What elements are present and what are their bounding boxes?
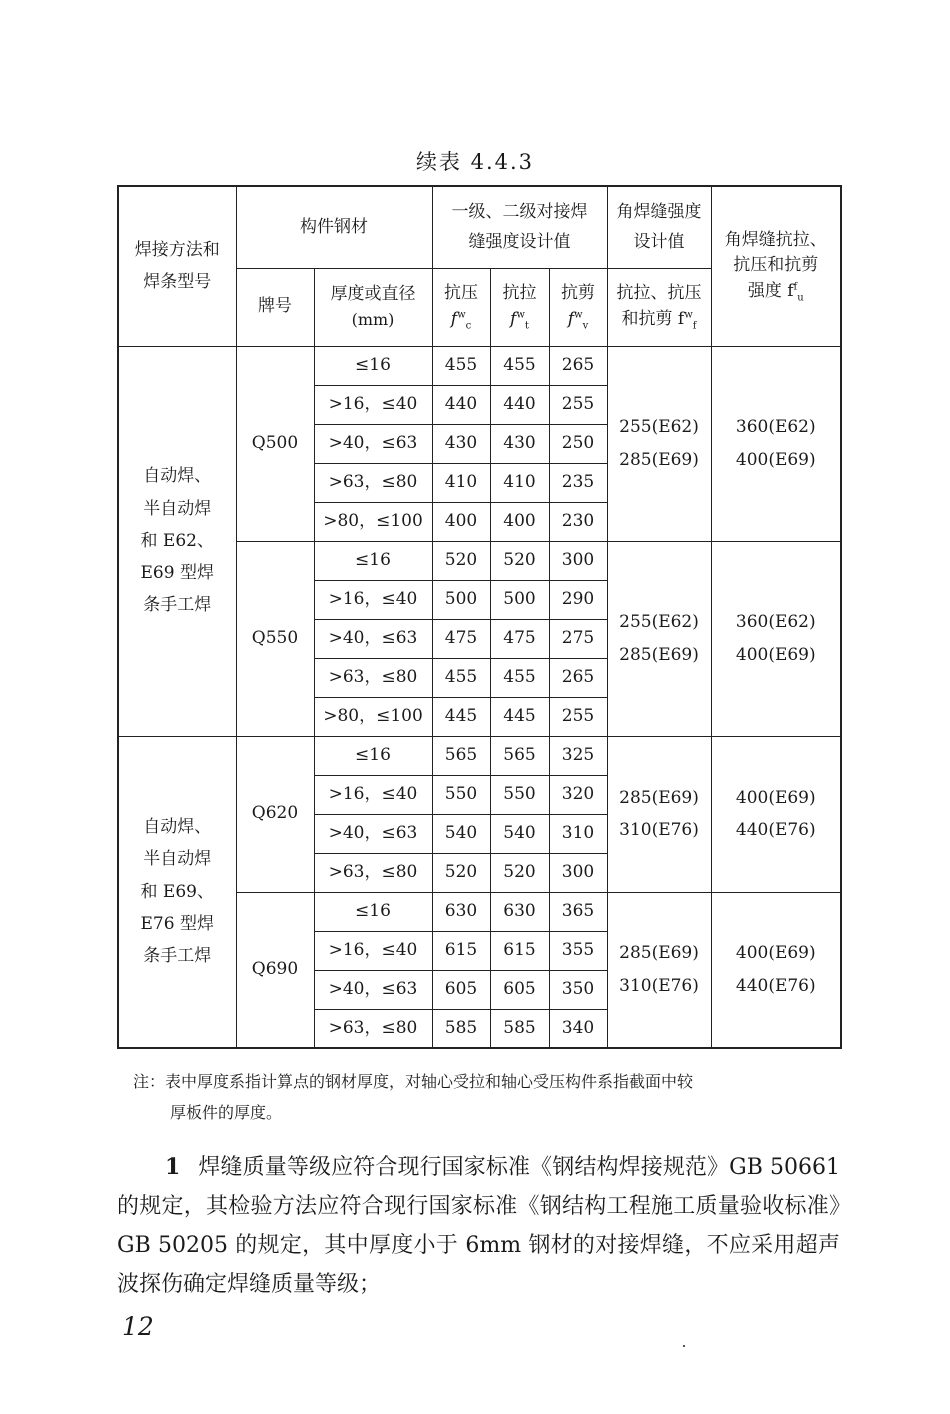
cell-shear: 350	[549, 970, 607, 1009]
header-tension: 抗拉 $f^w_t$	[490, 268, 549, 346]
cell-tension: 400	[490, 502, 549, 541]
cell-thickness: >40，≤63	[314, 619, 432, 658]
cell-tension: 475	[490, 619, 549, 658]
cell-shear: 300	[549, 541, 607, 580]
cell-compress: 440	[432, 385, 490, 424]
cell-fillet-ultimate: 400(E69) 440(E76)	[711, 736, 841, 892]
header-fillet-sub: 抗拉、抗压 和抗剪 $f^w_f$	[607, 268, 711, 346]
header-grade: 牌号	[236, 268, 314, 346]
cell-shear: 265	[549, 346, 607, 385]
cell-fillet-ultimate: 360(E62) 400(E69)	[711, 541, 841, 736]
header-compress: 抗压 $f^w_c$	[432, 268, 490, 346]
cell-shear: 275	[549, 619, 607, 658]
cell-compress: 550	[432, 775, 490, 814]
header-steel: 构件钢材	[236, 186, 432, 268]
cell-tension: 455	[490, 658, 549, 697]
cell-tension: 445	[490, 697, 549, 736]
cell-shear: 310	[549, 814, 607, 853]
header-thickness: 厚度或直径 (mm)	[314, 268, 432, 346]
cell-thickness: ≤16	[314, 346, 432, 385]
header-method: 焊接方法和焊条型号	[118, 186, 236, 346]
cell-thickness: >16，≤40	[314, 775, 432, 814]
cell-thickness: ≤16	[314, 541, 432, 580]
table-row	[118, 346, 841, 385]
cell-compress: 540	[432, 814, 490, 853]
cell-thickness: >40，≤63	[314, 424, 432, 463]
cell-compress: 475	[432, 619, 490, 658]
clause-paragraph	[117, 1148, 840, 1305]
cell-shear: 365	[549, 892, 607, 931]
cell-tension: 520	[490, 541, 549, 580]
table-caption: 续表 4.4.3	[415, 150, 535, 174]
cell-tension: 540	[490, 814, 549, 853]
cell-shear: 265	[549, 658, 607, 697]
cell-fillet-ultimate: 360(E62) 400(E69)	[711, 346, 841, 541]
cell-welding-method: 自动焊、半自动焊和 E62、E69 型焊条手工焊	[118, 346, 236, 736]
cell-compress: 615	[432, 931, 490, 970]
cell-thickness: >40，≤63	[314, 814, 432, 853]
cell-fillet-strength: 255(E62) 285(E69)	[607, 346, 711, 541]
table-note	[133, 1066, 843, 1128]
cell-tension: 430	[490, 424, 549, 463]
cell-compress: 410	[432, 463, 490, 502]
cell-fillet-strength: 285(E69) 310(E76)	[607, 736, 711, 892]
cell-steel-grade: Q550	[236, 541, 314, 736]
cell-thickness: >63，≤80	[314, 658, 432, 697]
cell-compress: 585	[432, 1009, 490, 1048]
cell-shear: 250	[549, 424, 607, 463]
cell-tension: 410	[490, 463, 549, 502]
cell-tension: 455	[490, 346, 549, 385]
cell-shear: 235	[549, 463, 607, 502]
cell-compress: 630	[432, 892, 490, 931]
cell-shear: 340	[549, 1009, 607, 1048]
note-line-2: 厚板件的厚度。	[170, 1103, 283, 1123]
cell-tension: 605	[490, 970, 549, 1009]
cell-compress: 455	[432, 658, 490, 697]
header-fillet: 角焊缝强度设计值	[607, 186, 711, 268]
cell-thickness: >80，≤100	[314, 502, 432, 541]
cell-compress: 565	[432, 736, 490, 775]
cell-thickness: ≤16	[314, 736, 432, 775]
cell-compress: 520	[432, 853, 490, 892]
cell-compress: 500	[432, 580, 490, 619]
cell-compress: 445	[432, 697, 490, 736]
page-number: 12	[122, 1312, 154, 1341]
cell-steel-grade: Q690	[236, 892, 314, 1048]
cell-thickness: >16，≤40	[314, 385, 432, 424]
cell-compress: 430	[432, 424, 490, 463]
cell-fillet-ultimate: 400(E69) 440(E76)	[711, 892, 841, 1048]
cell-steel-grade: Q500	[236, 346, 314, 541]
cell-shear: 255	[549, 385, 607, 424]
weld-strength-table	[117, 185, 842, 1049]
table-row	[118, 736, 841, 775]
cell-shear: 255	[549, 697, 607, 736]
cell-thickness: >63，≤80	[314, 463, 432, 502]
header-butt: 一级、二级对接焊缝强度设计值	[432, 186, 607, 268]
cell-tension: 630	[490, 892, 549, 931]
cell-thickness: >40，≤63	[314, 970, 432, 1009]
cell-compress: 605	[432, 970, 490, 1009]
cell-tension: 565	[490, 736, 549, 775]
cell-shear: 290	[549, 580, 607, 619]
header-fillet-ultimate: 角焊缝抗拉、 抗压和抗剪 强度 $f^f_u$	[711, 186, 841, 346]
cell-thickness: >16，≤40	[314, 580, 432, 619]
cell-fillet-strength: 285(E69) 310(E76)	[607, 892, 711, 1048]
speck-mark	[683, 1345, 685, 1347]
clause-text: 焊缝质量等级应符合现行国家标准《钢结构焊接规范》GB 50661 的规定，其检验方法应符合现行国家标准《钢结构工程施工质量验收标准》GB 50205 的规定，其中厚度小于 6mm 钢材的对接焊缝，不应采用超声波探伤确定焊缝质量等级；	[117, 1155, 840, 1298]
header-shear: 抗剪 $f^w_v$	[549, 268, 607, 346]
cell-compress: 455	[432, 346, 490, 385]
cell-welding-method: 自动焊、半自动焊和 E69、E76 型焊条手工焊	[118, 736, 236, 1048]
note-line-1: 注：表中厚度系指计算点的钢材厚度，对轴心受拉和轴心受压构件系指截面中较	[133, 1072, 694, 1091]
cell-shear: 320	[549, 775, 607, 814]
cell-tension: 440	[490, 385, 549, 424]
cell-thickness: >63，≤80	[314, 853, 432, 892]
table-body	[118, 346, 841, 1048]
cell-shear: 355	[549, 931, 607, 970]
cell-shear: 300	[549, 853, 607, 892]
cell-steel-grade: Q620	[236, 736, 314, 892]
cell-shear: 325	[549, 736, 607, 775]
cell-thickness: >63，≤80	[314, 1009, 432, 1048]
cell-shear: 230	[549, 502, 607, 541]
cell-tension: 585	[490, 1009, 549, 1048]
clause-number: 1	[165, 1154, 181, 1180]
cell-compress: 520	[432, 541, 490, 580]
cell-thickness: >16，≤40	[314, 931, 432, 970]
cell-fillet-strength: 255(E62) 285(E69)	[607, 541, 711, 736]
cell-tension: 550	[490, 775, 549, 814]
cell-thickness: >80，≤100	[314, 697, 432, 736]
cell-compress: 400	[432, 502, 490, 541]
cell-tension: 500	[490, 580, 549, 619]
cell-thickness: ≤16	[314, 892, 432, 931]
cell-tension: 615	[490, 931, 549, 970]
cell-tension: 520	[490, 853, 549, 892]
